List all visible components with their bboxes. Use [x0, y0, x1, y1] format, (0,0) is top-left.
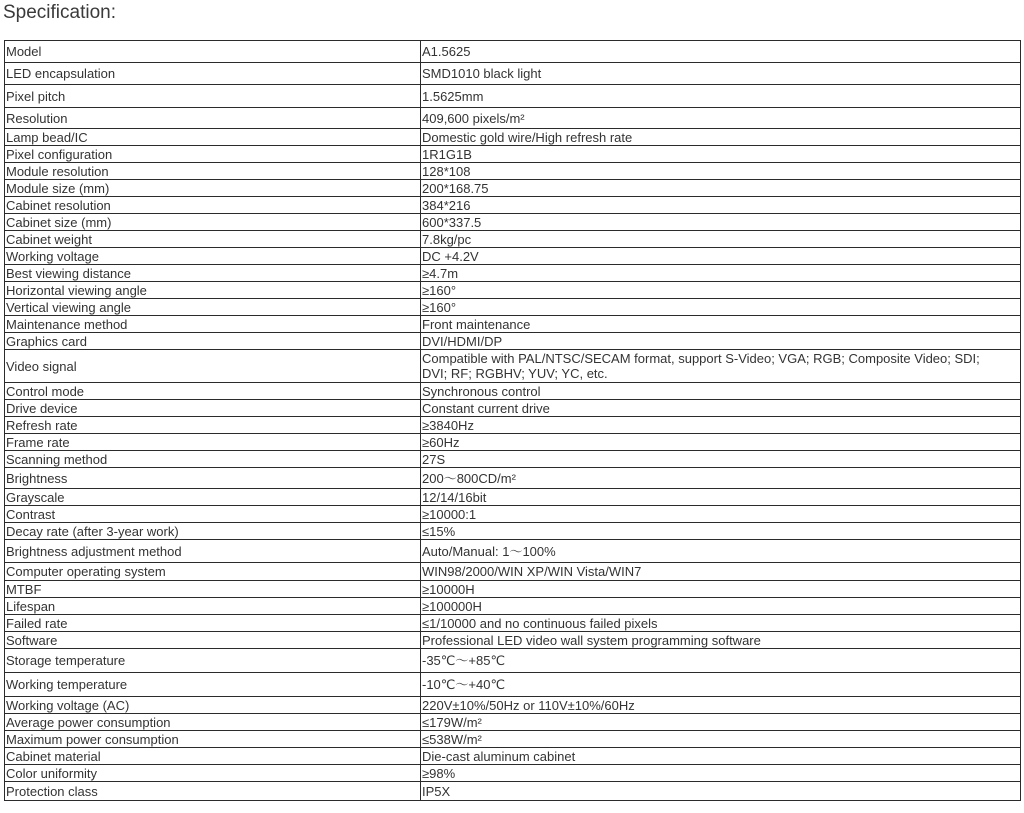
- spec-value: ≥100000H: [421, 598, 1021, 615]
- table-row: [5, 197, 1021, 214]
- table-row: [5, 731, 1021, 748]
- table-row: [5, 316, 1021, 333]
- table-row: [5, 108, 1021, 129]
- spec-value: ≤538W/m²: [421, 731, 1021, 748]
- table-row: [5, 41, 1021, 63]
- spec-label: Cabinet size (mm): [5, 214, 421, 231]
- table-row: [5, 231, 1021, 248]
- spec-value: 409,600 pixels/m²: [421, 108, 1021, 129]
- spec-label: Video signal: [5, 350, 421, 383]
- spec-label: Cabinet material: [5, 748, 421, 765]
- table-row: [5, 282, 1021, 299]
- spec-value: WIN98/2000/WIN XP/WIN Vista/WIN7: [421, 563, 1021, 581]
- spec-label: Cabinet resolution: [5, 197, 421, 214]
- spec-value: Professional LED video wall system programming software: [421, 632, 1021, 649]
- spec-label: Pixel pitch: [5, 85, 421, 108]
- table-row: [5, 598, 1021, 615]
- spec-label: Graphics card: [5, 333, 421, 350]
- specification-table: [4, 40, 1021, 801]
- spec-label: Working voltage (AC): [5, 697, 421, 714]
- table-row: [5, 163, 1021, 180]
- table-row: [5, 563, 1021, 581]
- spec-label: Average power consumption: [5, 714, 421, 731]
- spec-value: ≥3840Hz: [421, 417, 1021, 434]
- spec-label: Grayscale: [5, 489, 421, 506]
- spec-value: DVI/HDMI/DP: [421, 333, 1021, 350]
- spec-label: LED encapsulation: [5, 63, 421, 85]
- specification-table-body: [5, 41, 1021, 801]
- spec-value: SMD1010 black light: [421, 63, 1021, 85]
- table-row: [5, 417, 1021, 434]
- spec-value: ≥4.7m: [421, 265, 1021, 282]
- spec-value: 600*337.5: [421, 214, 1021, 231]
- table-row: [5, 765, 1021, 782]
- spec-value: Die-cast aluminum cabinet: [421, 748, 1021, 765]
- spec-value: ≥10000H: [421, 581, 1021, 598]
- table-row: [5, 333, 1021, 350]
- table-row: [5, 697, 1021, 714]
- table-row: [5, 581, 1021, 598]
- table-row: [5, 523, 1021, 540]
- spec-label: Refresh rate: [5, 417, 421, 434]
- spec-value: ≥160°: [421, 282, 1021, 299]
- spec-value: IP5X: [421, 782, 1021, 801]
- spec-value: DC +4.2V: [421, 248, 1021, 265]
- spec-label: Module size (mm): [5, 180, 421, 197]
- spec-label: Drive device: [5, 400, 421, 417]
- table-row: [5, 748, 1021, 765]
- spec-value: 27S: [421, 451, 1021, 468]
- spec-value: 200～800CD/m²: [421, 468, 1021, 489]
- table-row: [5, 299, 1021, 316]
- spec-label: Cabinet weight: [5, 231, 421, 248]
- table-row: [5, 146, 1021, 163]
- spec-value: Constant current drive: [421, 400, 1021, 417]
- spec-value: -10℃～+40℃: [421, 673, 1021, 697]
- table-row: [5, 649, 1021, 673]
- table-row: [5, 632, 1021, 649]
- spec-label: Decay rate (after 3-year work): [5, 523, 421, 540]
- spec-label: Maintenance method: [5, 316, 421, 333]
- spec-value: ≤1/10000 and no continuous failed pixels: [421, 615, 1021, 632]
- spec-label: Failed rate: [5, 615, 421, 632]
- spec-label: Working voltage: [5, 248, 421, 265]
- spec-label: Vertical viewing angle: [5, 299, 421, 316]
- table-row: [5, 63, 1021, 85]
- spec-label: Pixel configuration: [5, 146, 421, 163]
- spec-label: Maximum power consumption: [5, 731, 421, 748]
- spec-value: ≤179W/m²: [421, 714, 1021, 731]
- spec-label: Software: [5, 632, 421, 649]
- table-row: [5, 383, 1021, 400]
- table-row: [5, 451, 1021, 468]
- table-row: [5, 615, 1021, 632]
- table-row: [5, 714, 1021, 731]
- spec-value: 1.5625mm: [421, 85, 1021, 108]
- spec-value: 384*216: [421, 197, 1021, 214]
- spec-value: 12/14/16bit: [421, 489, 1021, 506]
- spec-label: Frame rate: [5, 434, 421, 451]
- spec-label: Lifespan: [5, 598, 421, 615]
- spec-value: Auto/Manual: 1～100%: [421, 540, 1021, 563]
- table-row: [5, 214, 1021, 231]
- spec-label: Resolution: [5, 108, 421, 129]
- spec-label: Scanning method: [5, 451, 421, 468]
- spec-label: Working temperature: [5, 673, 421, 697]
- table-row: [5, 85, 1021, 108]
- table-row: [5, 540, 1021, 563]
- spec-value: ≤15%: [421, 523, 1021, 540]
- table-row: [5, 265, 1021, 282]
- table-row: [5, 434, 1021, 451]
- spec-label: Storage temperature: [5, 649, 421, 673]
- spec-value: ≥60Hz: [421, 434, 1021, 451]
- spec-value: 128*108: [421, 163, 1021, 180]
- spec-value: Domestic gold wire/High refresh rate: [421, 129, 1021, 146]
- table-row: [5, 468, 1021, 489]
- spec-label: MTBF: [5, 581, 421, 598]
- spec-value: 7.8kg/pc: [421, 231, 1021, 248]
- spec-value: 220V±10%/50Hz or 110V±10%/60Hz: [421, 697, 1021, 714]
- spec-value: 1R1G1B: [421, 146, 1021, 163]
- table-row: [5, 489, 1021, 506]
- spec-label: Lamp bead/IC: [5, 129, 421, 146]
- table-row: [5, 400, 1021, 417]
- spec-label: Brightness adjustment method: [5, 540, 421, 563]
- spec-label: Color uniformity: [5, 765, 421, 782]
- spec-label: Model: [5, 41, 421, 63]
- page-title: Specification:: [3, 2, 117, 23]
- spec-value: Compatible with PAL/NTSC/SECAM format, support S-Video; VGA; RGB; Composite Video; SDI; DVI; RF; RGBHV; YUV; YC, etc.: [421, 350, 1021, 383]
- table-row: [5, 180, 1021, 197]
- spec-label: Best viewing distance: [5, 265, 421, 282]
- spec-label: Protection class: [5, 782, 421, 801]
- table-row: [5, 129, 1021, 146]
- table-row: [5, 782, 1021, 801]
- spec-value: -35℃～+85℃: [421, 649, 1021, 673]
- spec-label: Control mode: [5, 383, 421, 400]
- spec-label: Contrast: [5, 506, 421, 523]
- spec-value: Front maintenance: [421, 316, 1021, 333]
- table-row: [5, 506, 1021, 523]
- spec-value: A1.5625: [421, 41, 1021, 63]
- spec-value: ≥98%: [421, 765, 1021, 782]
- spec-label: Computer operating system: [5, 563, 421, 581]
- table-row: [5, 673, 1021, 697]
- spec-value: ≥10000:1: [421, 506, 1021, 523]
- spec-value: 200*168.75: [421, 180, 1021, 197]
- spec-value: Synchronous control: [421, 383, 1021, 400]
- table-row: [5, 350, 1021, 383]
- spec-label: Module resolution: [5, 163, 421, 180]
- table-row: [5, 248, 1021, 265]
- spec-label: Brightness: [5, 468, 421, 489]
- spec-label: Horizontal viewing angle: [5, 282, 421, 299]
- spec-value: ≥160°: [421, 299, 1021, 316]
